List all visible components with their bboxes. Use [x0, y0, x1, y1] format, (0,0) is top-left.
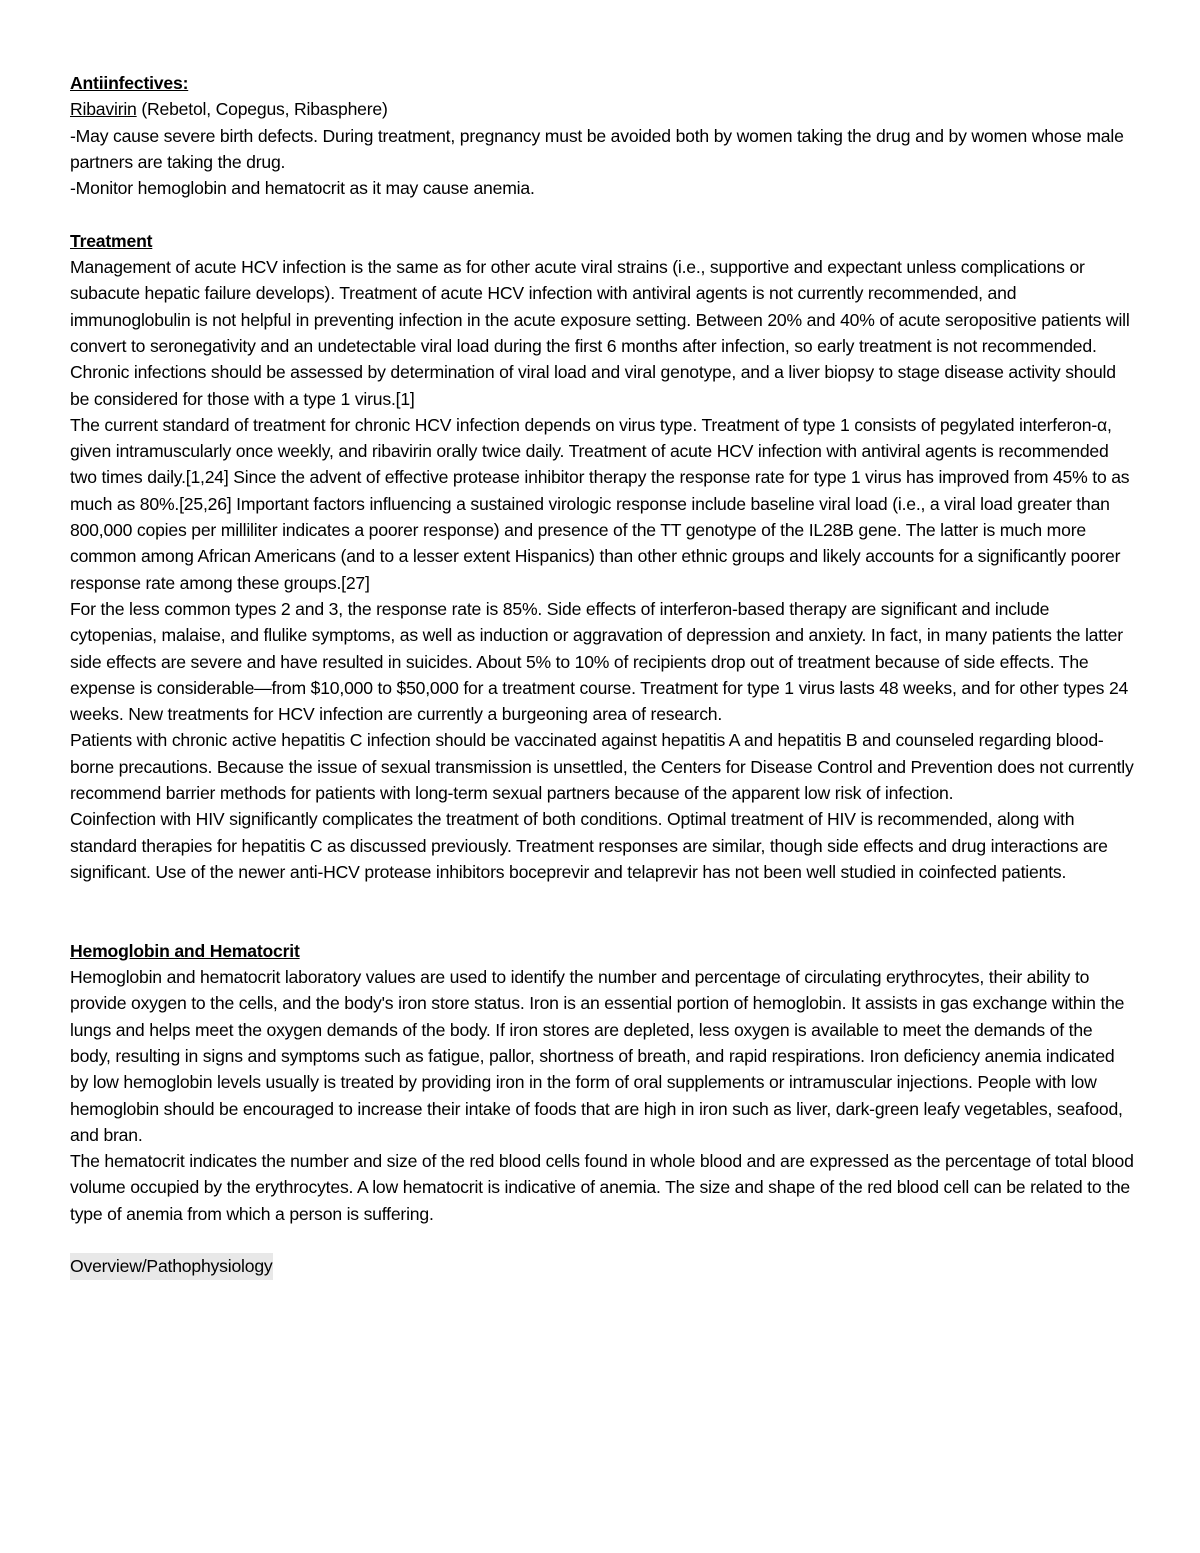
document-page	[70, 70, 1135, 1280]
hemoglobin-paragraph: The hematocrit indicates the number and size of the red blood cells found in whole blood and are expressed as the percentage of total blood volume occupied by the erythrocytes. A low hematocrit is indicative of anemia. The size and shape of the red blood cell can be related to the type of anemia from which a person is suffering.	[70, 1151, 1134, 1224]
overview-label: Overview/Pathophysiology	[70, 1253, 273, 1279]
treatment-paragraph: Coinfection with HIV significantly complicates the treatment of both conditions. Optimal treatment of HIV is recommended, along with standard therapies for hepatitis C as discussed previously. Treatment responses are similar, though side effects and drug interactions are significant. Use of the newer anti-HCV protease inhibitors boceprevir and telaprevir has not been well studied in coinfected patients.	[70, 809, 1108, 882]
treatment-paragraph: Patients with chronic active hepatitis C infection should be vaccinated against hepatitis A and hepatitis B and counseled regarding blood-borne precautions. Because the issue of sexual transmission is unsettled, the Centers for Disease Control and Prevention does not currently recommend barrier methods for patients with long-term sexual partners because of the apparent low risk of infection.	[70, 730, 1134, 804]
drug-note-birth-defects: -May cause severe birth defects. During treatment, pregnancy must be avoided both by women taking the drug and by women whose male partners are taking the drug.	[70, 125, 1124, 172]
drug-line	[70, 96, 1135, 122]
treatment-heading: Treatment	[70, 230, 153, 251]
treatment-paragraph: Management of acute HCV infection is the same as for other acute viral strains (i.e., supportive and expectant unless complications or subacute hepatic failure develops). Treatment of acute HCV infection with antiviral agents is not currently recommended, and immunoglobulin is not helpful in preventing infection in the acute exposure setting. Between 20% and 40% of acute seropositive patients will convert to seronegativity and an undetectable viral load during the first 6 months after infection, so early treatment is not recommended. Chronic infections should be assessed by determination of viral load and viral genotype, and a liver biopsy to stage disease activity should be considered for those with a type 1 virus.[1]	[70, 257, 1130, 409]
drug-brands: (Rebetol, Copegus, Ribasphere)	[136, 99, 388, 120]
hemoglobin-heading: Hemoglobin and Hematocrit	[70, 940, 300, 961]
treatment-paragraph: The current standard of treatment for chronic HCV infection depends on virus type. Treatment of type 1 consists of pegylated interferon-α, given intramuscularly once weekly, and ribavirin orally twice daily. Treatment of acute HCV infection with antiviral agents is recommended two times daily.[1,24] Since the advent of effective protease inhibitor therapy the response rate for type 1 virus has improved from 45% to as much as 80%.[25,26] Important factors influencing a sustained virologic response include baseline viral load (i.e., a viral load greater than 800,000 copies per milliliter indicates a poorer response) and presence of the TT genotype of the IL28B gene. The latter is much more common among African Americans (and to a lesser extent Hispanics) than other ethnic groups and likely accounts for a significantly poorer response rate among these groups.[27]	[70, 414, 1130, 593]
overview-line	[70, 1253, 1135, 1279]
antiinfectives-heading: Antiinfectives:	[70, 73, 189, 93]
treatment-paragraph: For the less common types 2 and 3, the response rate is 85%. Side effects of interferon-based therapy are significant and include cytopenias, malaise, and flulike symptoms, as well as induction or aggravation of depression and anxiety. In fact, in many patients the latter side effects are severe and have resulted in suicides. About 5% to 10% of recipients drop out of treatment because of side effects. The expense is considerable—from $10,000 to $50,000 for a treatment course. Treatment for type 1 virus lasts 48 weeks, and for other types 24 weeks. New treatments for HCV infection are currently a burgeoning area of research.	[70, 598, 1129, 725]
hemoglobin-paragraph: Hemoglobin and hematocrit laboratory values are used to identify the number and percentage of circulating erythrocytes, their ability to provide oxygen to the cells, and the body's iron store status. Iron is an essential portion of hemoglobin. It assists in gas exchange within the lungs and helps meet the oxygen demands of the body. If iron stores are depleted, less oxygen is available to meet the demands of the body, resulting in signs and symptoms such as fatigue, pallor, shortness of breath, and rapid respirations. Iron deficiency anemia indicated by low hemoglobin levels usually is treated by providing iron in the form of oral supplements or intramuscular injections. People with low hemoglobin should be encouraged to increase their intake of foods that are high in iron such as liver, dark-green leafy vegetables, seafood, and bran.	[70, 967, 1125, 1145]
drug-note-monitor: -Monitor hemoglobin and hematocrit as it may cause anemia.	[70, 178, 535, 199]
drug-name: Ribavirin	[70, 99, 137, 120]
